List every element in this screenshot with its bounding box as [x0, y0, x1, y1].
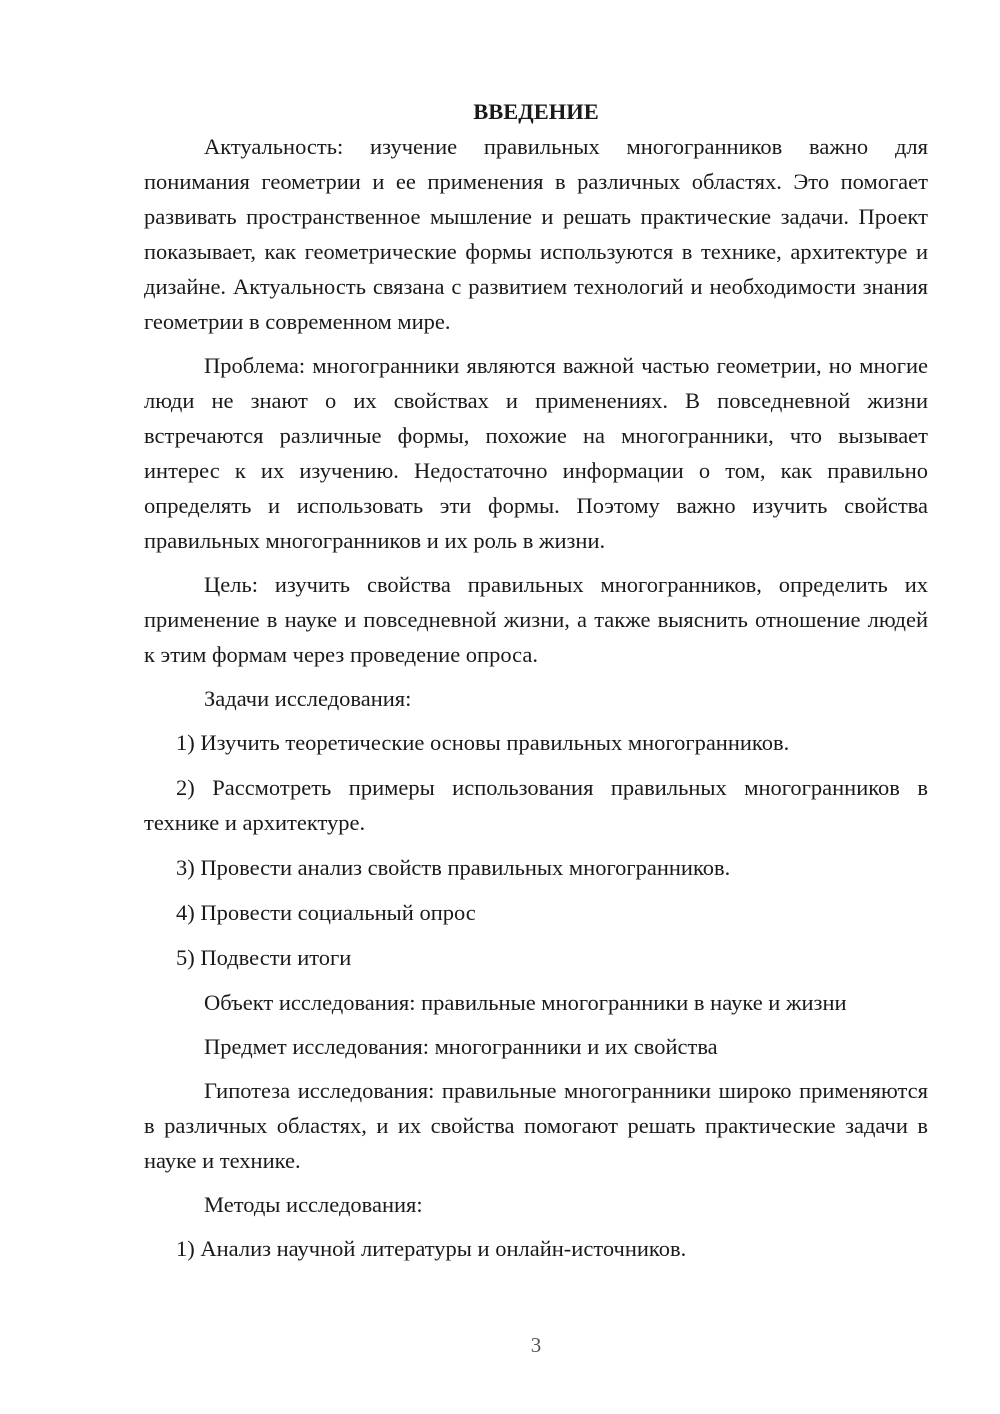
paragraph-problem: Проблема: многогранники являются важной частью геометрии, но многие люди не знают о их свойствах и применениях. В повседневной жизни встречаются различные формы, похожие на многогранники, что вызывает интерес к их изучению. Недостаточно информации о том, как правильно определять и использовать эти формы. Поэтому важно изучить свойства правильных многогранников и их роль в жизни. [144, 353, 928, 553]
research-subject: Предмет исследования: многогранники и их свойства [204, 1034, 718, 1059]
methods-heading: Методы исследования: [204, 1192, 423, 1217]
research-hypothesis: Гипотеза исследования: правильные многогранники широко применяются в различных областях, и их свойства помогают решать практические задачи в науке и технике. [144, 1078, 928, 1173]
research-object: Объект исследования: правильные многогранники в науке и жизни [204, 990, 847, 1015]
paragraph-goal: Цель: изучить свойства правильных многогранников, определить их применение в науке и повседневной жизни, а также выяснить отношение людей к этим формам через проведение опроса. [144, 572, 928, 667]
tasks-heading: Задачи исследования: [204, 686, 412, 711]
task-item-3: 3) Провести анализ свойств правильных многогранников. [176, 855, 731, 880]
task-item-5: 5) Подвести итоги [176, 945, 352, 970]
page-content [144, 94, 928, 1276]
task-item-2: 2) Рассмотреть примеры использования правильных многогранников в технике и архитектуре. [144, 775, 928, 835]
section-title: ВВЕДЕНИЕ [473, 99, 599, 124]
paragraph-relevance: Актуальность: изучение правильных многогранников важно для понимания геометрии и ее применения в различных областях. Это помогает развивать пространственное мышление и решать практические задачи. Проект показывает, как геометрические формы используются в технике, архитектуре и дизайне. Актуальность связана с развитием технологий и необходимости знания геометрии в современном мире. [144, 134, 928, 334]
task-item-1: 1) Изучить теоретические основы правильных многогранников. [176, 730, 790, 755]
method-item-1: 1) Анализ научной литературы и онлайн-источников. [176, 1236, 687, 1261]
task-item-4: 4) Провести социальный опрос [176, 900, 476, 925]
page-number: 3 [530, 1333, 542, 1357]
